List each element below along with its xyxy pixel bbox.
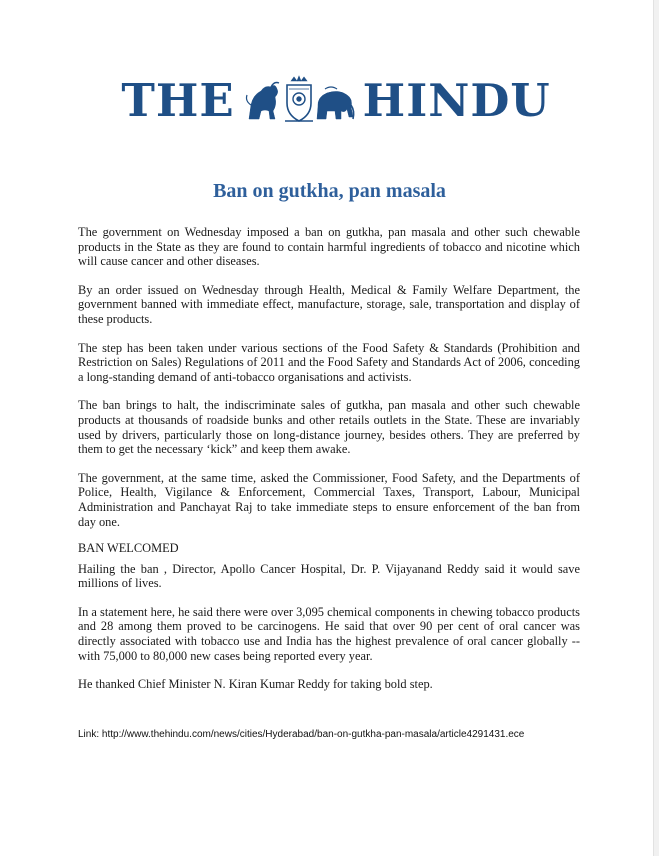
page-edge [653,0,659,856]
masthead-right-word: HINDU [362,73,551,127]
article-paragraph: The step has been taken under various sections of the Food Safety & Standards (Prohibition and Restriction on Sales) Regulations of 2011 and the Food Safety and Standards Act of 2006, conceding a long-standing demand of anti-tobacco organisations and activists. [78,340,580,384]
article-headline: Ban on gutkha, pan masala [213,180,446,202]
article-paragraph: By an order issued on Wednesday through Health, Medical & Family Welfare Department, the government banned with immediate effect, manufacture, storage, sale, transportation and display of these products. [78,282,580,326]
masthead-left-word: THE [121,73,235,127]
article-paragraph: The government, at the same time, asked the Commissioner, Food Safety, and the Departments of Police, Health, Vigilance & Enforcement, Commercial Taxes, Transport, Labour, Municipal Administration and Panchayat Raj to take immediate steps to ensure enforcement of the ban from day one. [78,470,580,529]
article-paragraph: In a statement here, he said there were over 3,095 chemical components in chewing tobacco products and 28 among them proved to be carcinogens. He said that over 90 per cent of oral cancer was directly associated with tobacco use and India has the highest prevalence of oral cancer globally -- with 75,000 to 80,000 new cases being reported every year. [78,604,580,663]
article-paragraph: Hailing the ban , Director, Apollo Cancer Hospital, Dr. P. Vijayanand Reddy said it would save millions of lives. [78,561,580,591]
article-paragraph: The government on Wednesday imposed a ban on gutkha, pan masala and other such chewable products in the State as they are found to contain harmful ingredients of tobacco and nicotine which will cause cancer and other diseases. [78,225,580,269]
masthead-logo [116,70,556,130]
article-paragraph: The ban brings to halt, the indiscriminate sales of gutkha, pan masala and other such chewable products at thousands of roadside bunks and other retails outlets in the State. These are invariably used by drivers, particularly those on long-distance journey, besides others. They are preferred by them to get the necessary ‘kick” and keep them awake. [78,398,580,457]
source-link[interactable]: Link: http://www.thehindu.com/news/cities/Hyderabad/ban-on-gutkha-pan-masala/article4291431.ece [78,729,525,740]
article-paragraph: He thanked Chief Minister N. Kiran Kumar Reddy for taking bold step. [78,677,433,692]
article-body [78,225,580,706]
lion-elephant-crest-icon [241,75,357,125]
section-subhead: BAN WELCOMED [78,541,179,556]
